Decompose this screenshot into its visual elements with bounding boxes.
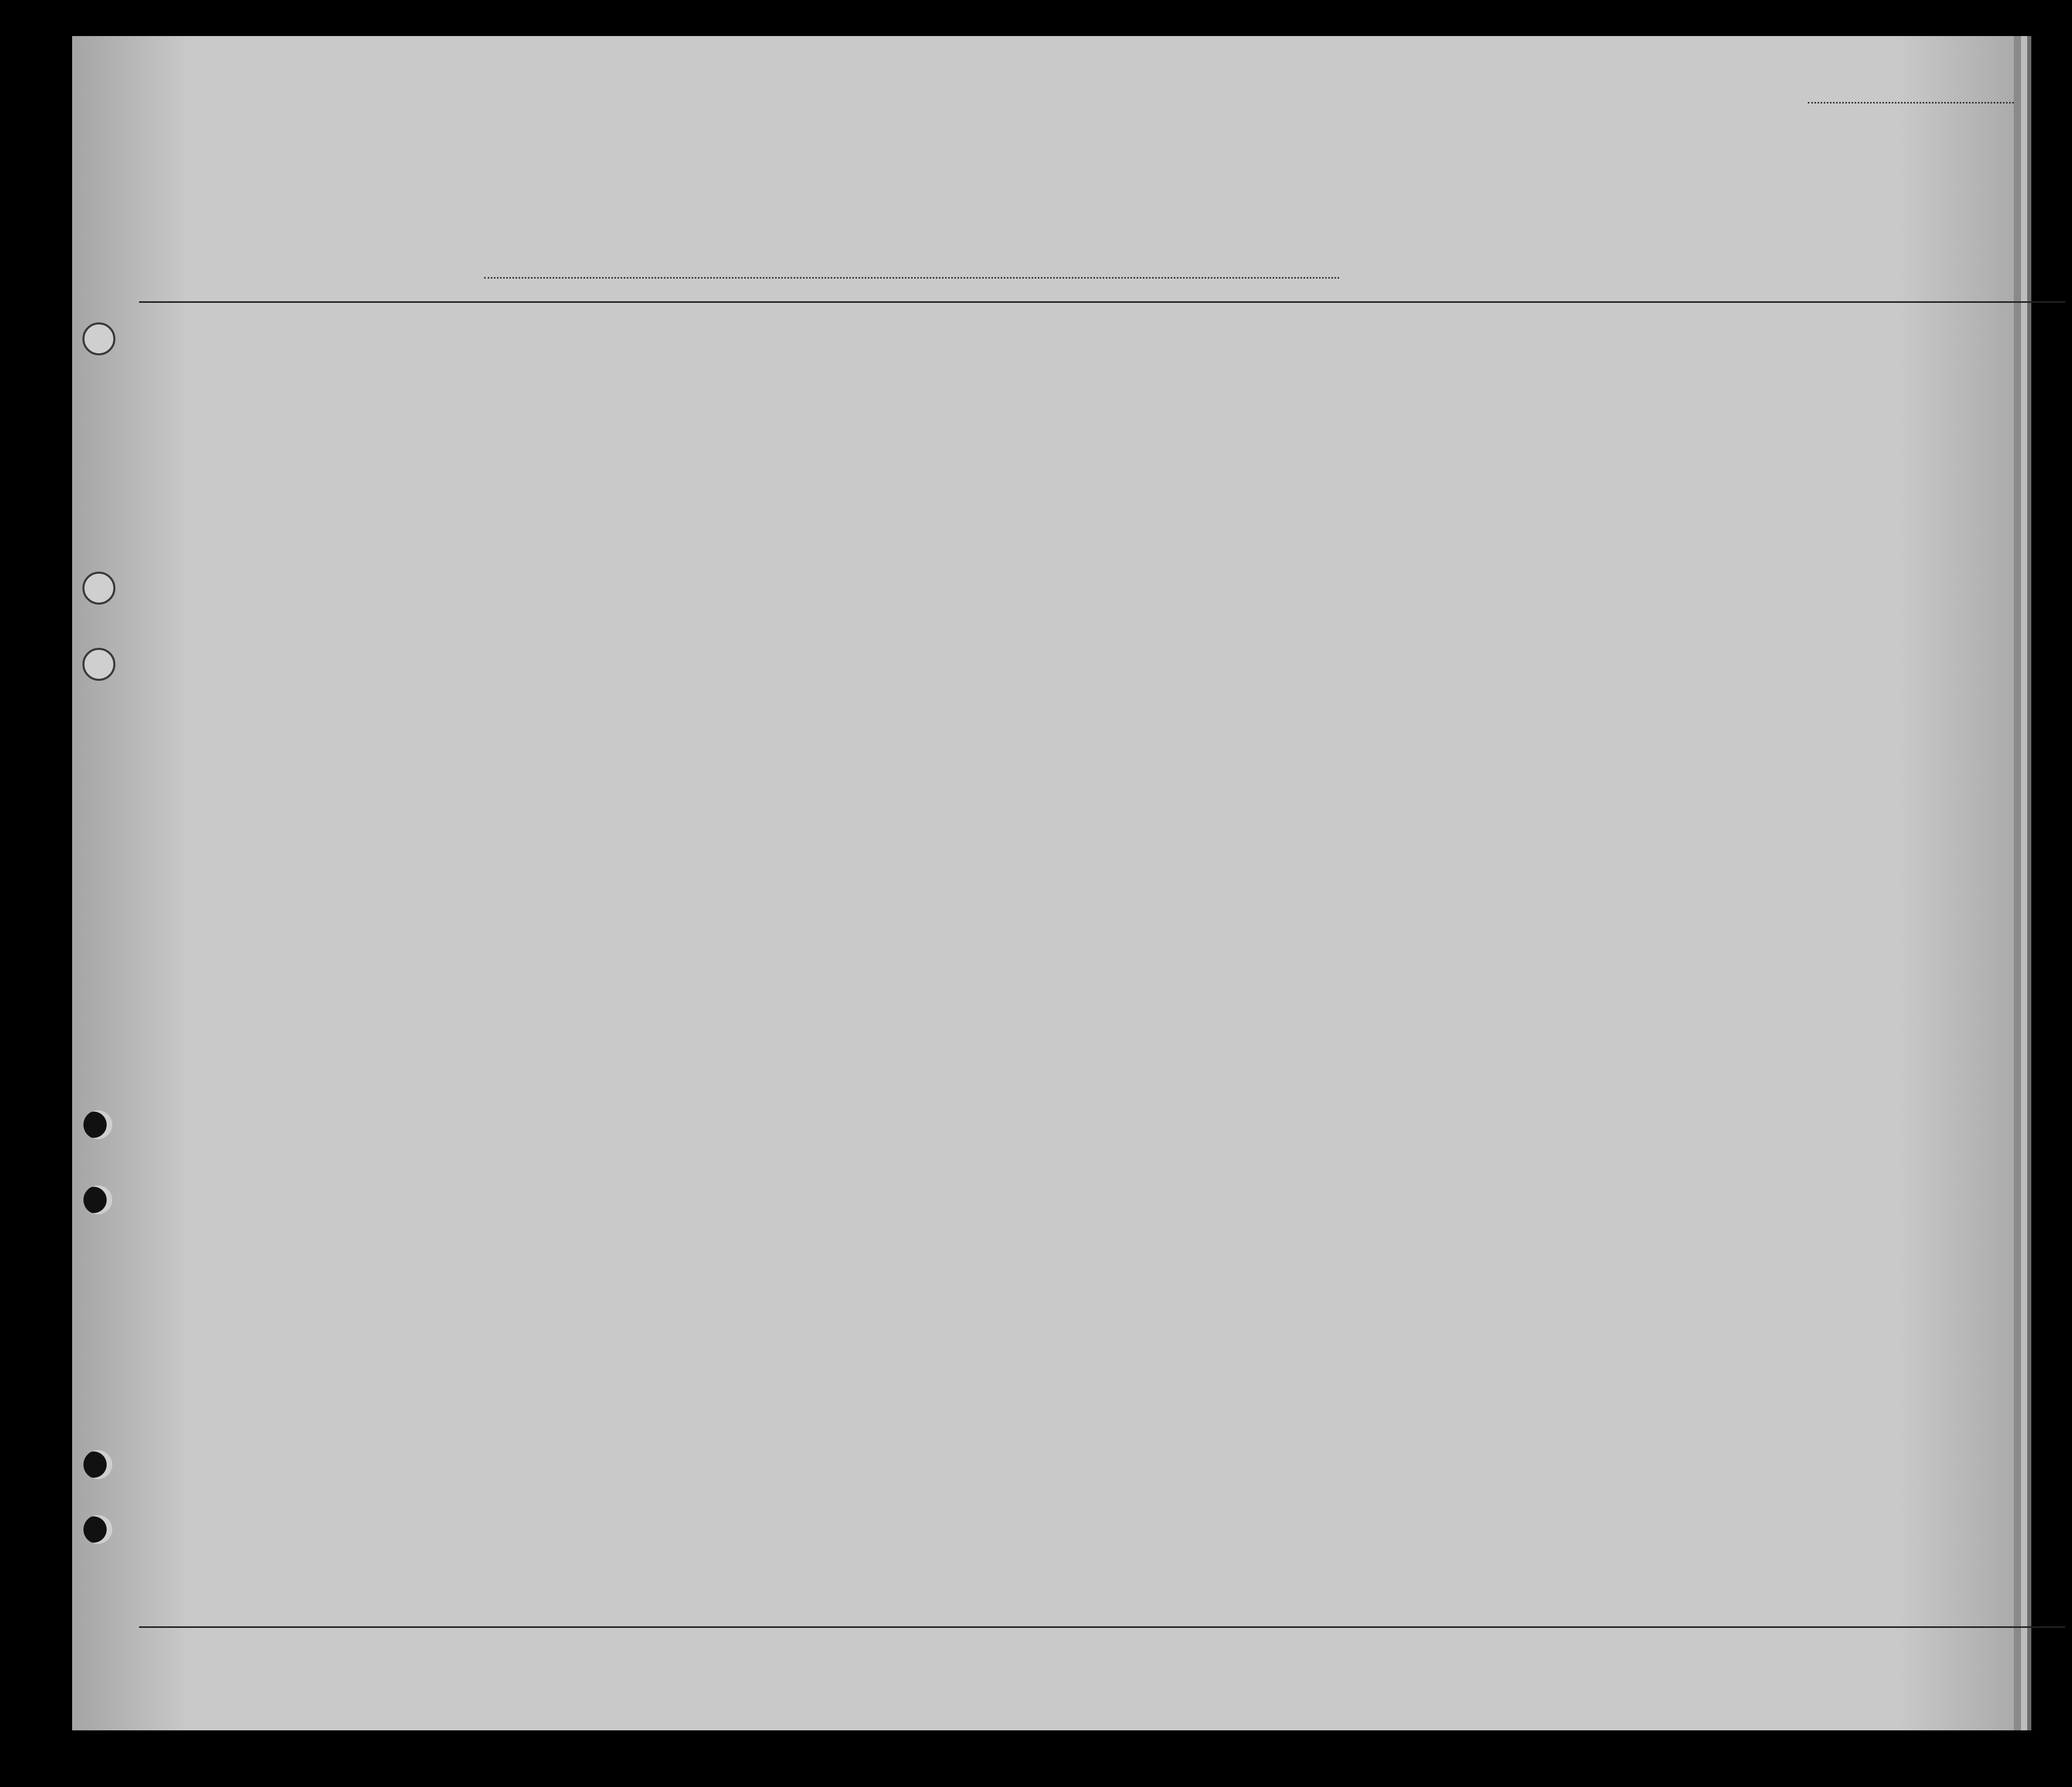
header-prison: [1340, 338, 1372, 461]
header-return-intent: [1183, 349, 1212, 462]
header-ticket: [623, 340, 645, 458]
header-polygamist: [1374, 338, 1400, 461]
header-overthrow: [1427, 338, 1467, 461]
manifest-sheet: [72, 36, 2014, 1730]
header-anarchist: [1401, 338, 1427, 461]
header-length-of-stay: [1226, 349, 1272, 462]
table-grid: [72, 36, 2014, 1730]
header-inches: [1714, 417, 1737, 463]
header-offer-of-labor: [1466, 338, 1503, 461]
header-has-50: [752, 340, 774, 458]
header-feet: [1687, 417, 1710, 463]
header-become-citizen: [1299, 349, 1335, 462]
header-deported: [1505, 338, 1541, 461]
